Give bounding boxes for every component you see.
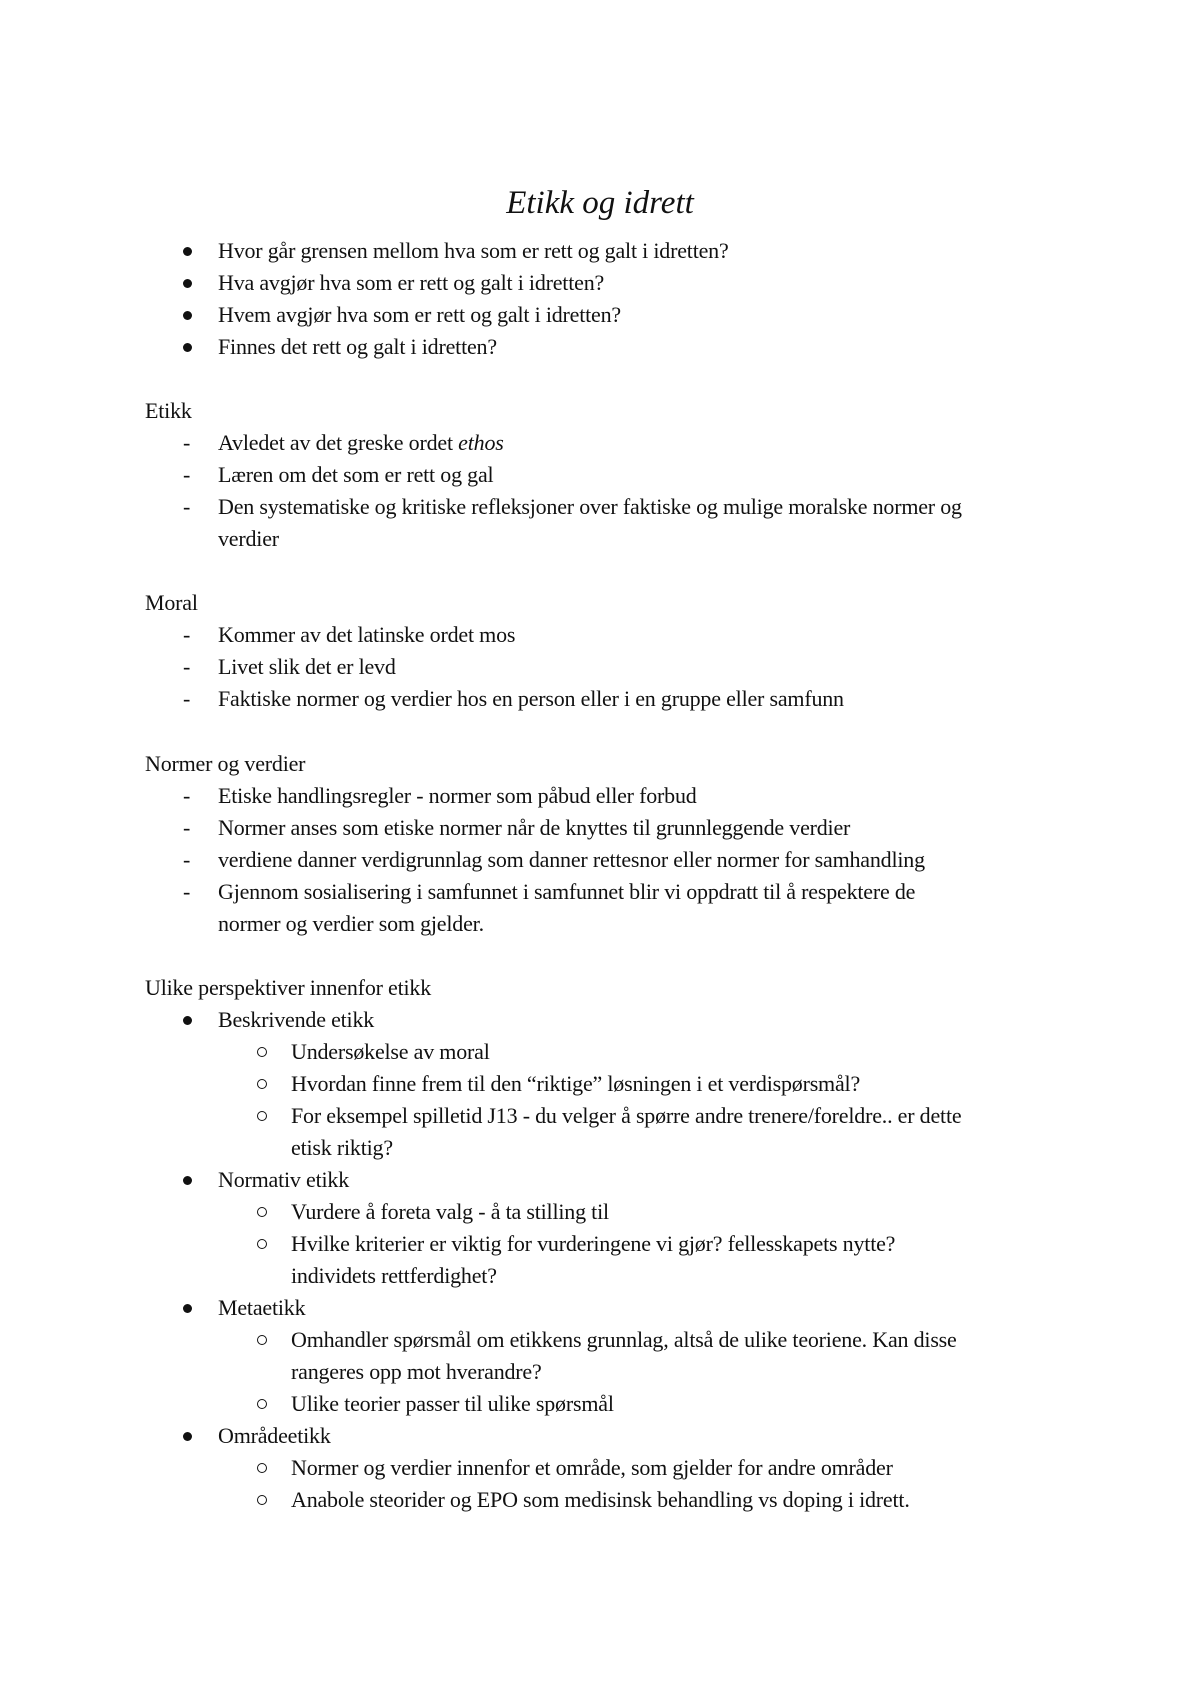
sub-list-item-continuation: rangeres opp mot hverandre? [291, 1359, 542, 1384]
sub-list-item: Hvordan finne frem til den “riktige” løsningen i et verdispørsmål? [291, 1071, 861, 1096]
dash-marker: - [183, 622, 191, 647]
sub-list-item: Hvilke kriterier er viktig for vurderingene vi gjør? fellesskapets nytte? [291, 1231, 896, 1256]
bullet-icon [183, 1004, 192, 1036]
list-item: Områdeetikk [218, 1423, 331, 1448]
circle-bullet-icon [257, 1324, 267, 1356]
list-item-text: Avledet av det greske ordet [218, 430, 459, 455]
dash-marker: - [183, 462, 191, 487]
circle-bullet-icon [257, 1068, 267, 1100]
circle-bullet-icon [257, 1388, 267, 1420]
circle-bullet-icon [257, 1036, 267, 1068]
section-heading-etikk: Etikk [145, 398, 192, 423]
dash-marker: - [183, 879, 191, 904]
sub-list-item: Anabole steorider og EPO som medisinsk behandling vs doping i idrett. [291, 1487, 910, 1512]
sub-list-item: Undersøkelse av moral [291, 1039, 490, 1064]
dash-marker: - [183, 654, 191, 679]
circle-bullet-icon [257, 1452, 267, 1484]
section-heading-normer: Normer og verdier [145, 751, 306, 776]
bullet-icon [183, 267, 192, 299]
sub-list-item: For eksempel spilletid J13 - du velger å spørre andre trenere/foreldre.. er dette [291, 1103, 962, 1128]
list-item: Kommer av det latinske ordet mos [218, 622, 516, 647]
sub-list-item: Normer og verdier innenfor et område, som gjelder for andre områder [291, 1455, 893, 1480]
list-item-continuation: verdier [218, 526, 279, 551]
list-item: Gjennom sosialisering i samfunnet i samfunnet blir vi oppdratt til å respektere de [218, 879, 916, 904]
bullet-icon [183, 235, 192, 267]
sub-list-item: Vurdere å foreta valg - å ta stilling til [291, 1199, 609, 1224]
dash-marker: - [183, 815, 191, 840]
list-item: Livet slik det er levd [218, 654, 396, 679]
dash-marker: - [183, 783, 191, 808]
bullet-icon [183, 299, 192, 331]
circle-bullet-icon [257, 1228, 267, 1260]
list-item: Normer anses som etiske normer når de knyttes til grunnleggende verdier [218, 815, 851, 840]
list-item: Metaetikk [218, 1295, 306, 1320]
page-title: Etikk og idrett [506, 185, 694, 221]
circle-bullet-icon [257, 1100, 267, 1132]
dash-marker: - [183, 686, 191, 711]
sub-list-item: Omhandler spørsmål om etikkens grunnlag, altså de ulike teoriene. Kan disse [291, 1327, 957, 1352]
bullet-icon [183, 1420, 192, 1452]
bullet-icon [183, 331, 192, 363]
sub-list-item: Ulike teorier passer til ulike spørsmål [291, 1391, 614, 1416]
list-item: Beskrivende etikk [218, 1007, 375, 1032]
sub-list-item-continuation: etisk riktig? [291, 1135, 393, 1160]
circle-bullet-icon [257, 1484, 267, 1516]
list-item: Hvem avgjør hva som er rett og galt i idretten? [218, 302, 621, 327]
list-item: verdiene danner verdigrunnlag som danner rettesnor eller normer for samhandling [218, 847, 925, 872]
list-item: Hva avgjør hva som er rett og galt i idretten? [218, 270, 605, 295]
list-item: Hvor går grensen mellom hva som er rett og galt i idretten? [218, 238, 729, 263]
bullet-icon [183, 1292, 192, 1324]
list-item: Normativ etikk [218, 1167, 350, 1192]
circle-bullet-icon [257, 1196, 267, 1228]
section-heading-moral: Moral [145, 590, 198, 615]
list-item [218, 427, 504, 459]
section-heading-perspektiver: Ulike perspektiver innenfor etikk [145, 975, 432, 1000]
list-item: Finnes det rett og galt i idretten? [218, 334, 497, 359]
list-item: Den systematiske og kritiske refleksjoner over faktiske og mulige moralske normer og [218, 494, 962, 519]
bullet-icon [183, 1164, 192, 1196]
list-item: Etiske handlingsregler - normer som påbud eller forbud [218, 783, 697, 808]
sub-list-item-continuation: individets rettferdighet? [291, 1263, 497, 1288]
dash-marker: - [183, 430, 191, 455]
dash-marker: - [183, 847, 191, 872]
list-item: Læren om det som er rett og gal [218, 462, 494, 487]
list-item: Faktiske normer og verdier hos en person eller i en gruppe eller samfunn [218, 686, 844, 711]
emphasis-text: ethos [458, 430, 504, 455]
list-item-continuation: normer og verdier som gjelder. [218, 911, 484, 936]
dash-marker: - [183, 494, 191, 519]
